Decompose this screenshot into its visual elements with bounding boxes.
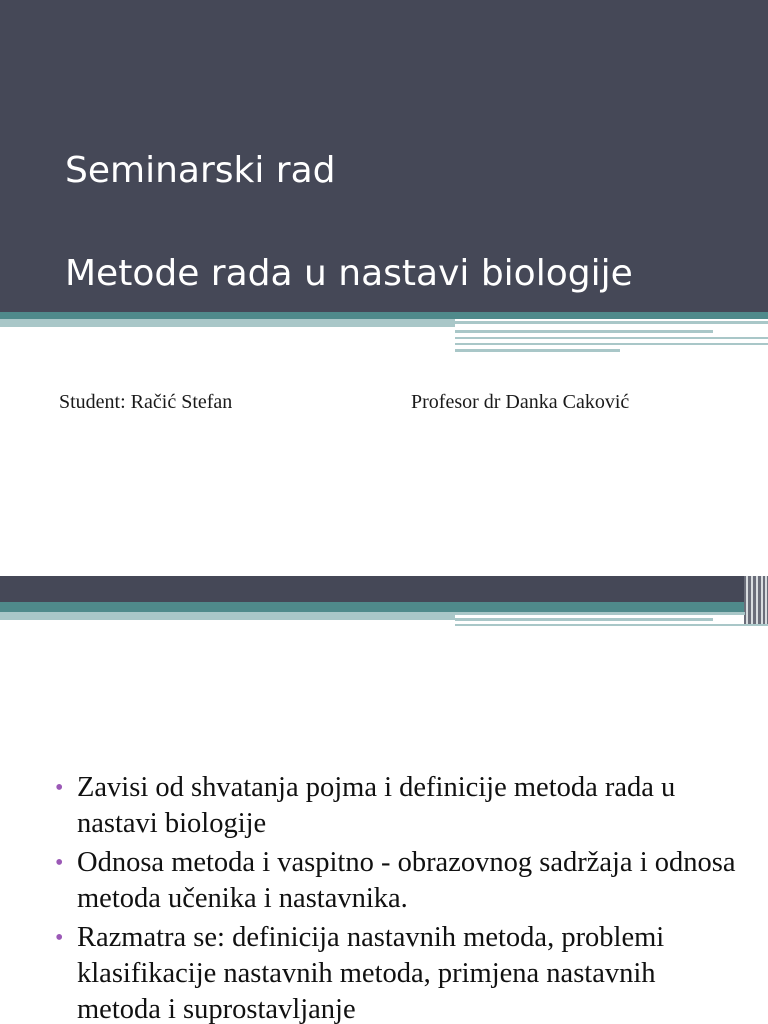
decorative-line [455, 624, 768, 626]
list-item-text: Odnosa metoda i vaspitno - obrazovnog sadržaja i odnosa metoda učenika i nastavnika. [77, 847, 736, 914]
accent-stripe-light [0, 319, 455, 327]
list-item-text: Razmatra se: definicija nastavnih metoda, problemi klasifikacije nastavnih metoda, primjena nastavnih metoda i suprostavljanje [77, 922, 665, 1024]
list-item [0, 770, 768, 842]
accent-stripe-light [0, 612, 455, 620]
professor-name: Profesor dr Danka Caković [411, 391, 630, 413]
list-item [0, 845, 768, 917]
content-slide [0, 576, 768, 1024]
decorative-vertical-lines [744, 576, 768, 624]
student-name: Student: Račić Stefan [59, 391, 233, 413]
decorative-line [455, 343, 768, 345]
decorative-line [455, 349, 620, 352]
list-item-text: Zavisi od shvatanja pojma i definicije metoda rada u nastavi biologije [77, 772, 676, 839]
slide-title-line-2: Metode rada u nastavi biologije [65, 253, 633, 294]
decorative-line [455, 612, 745, 615]
slide-title-line-1: Seminarski rad [65, 150, 336, 191]
bullet-icon: • [55, 775, 64, 801]
decorative-line [455, 321, 768, 324]
list-item [0, 920, 768, 1024]
decorative-line [455, 330, 713, 333]
accent-stripe [0, 602, 744, 612]
accent-stripe [0, 312, 768, 319]
decorative-line [455, 618, 713, 621]
bullet-icon: • [55, 925, 64, 951]
bullet-icon: • [55, 850, 64, 876]
content-header-band [0, 576, 768, 602]
decorative-line [455, 337, 768, 339]
bullet-list [0, 770, 768, 1024]
